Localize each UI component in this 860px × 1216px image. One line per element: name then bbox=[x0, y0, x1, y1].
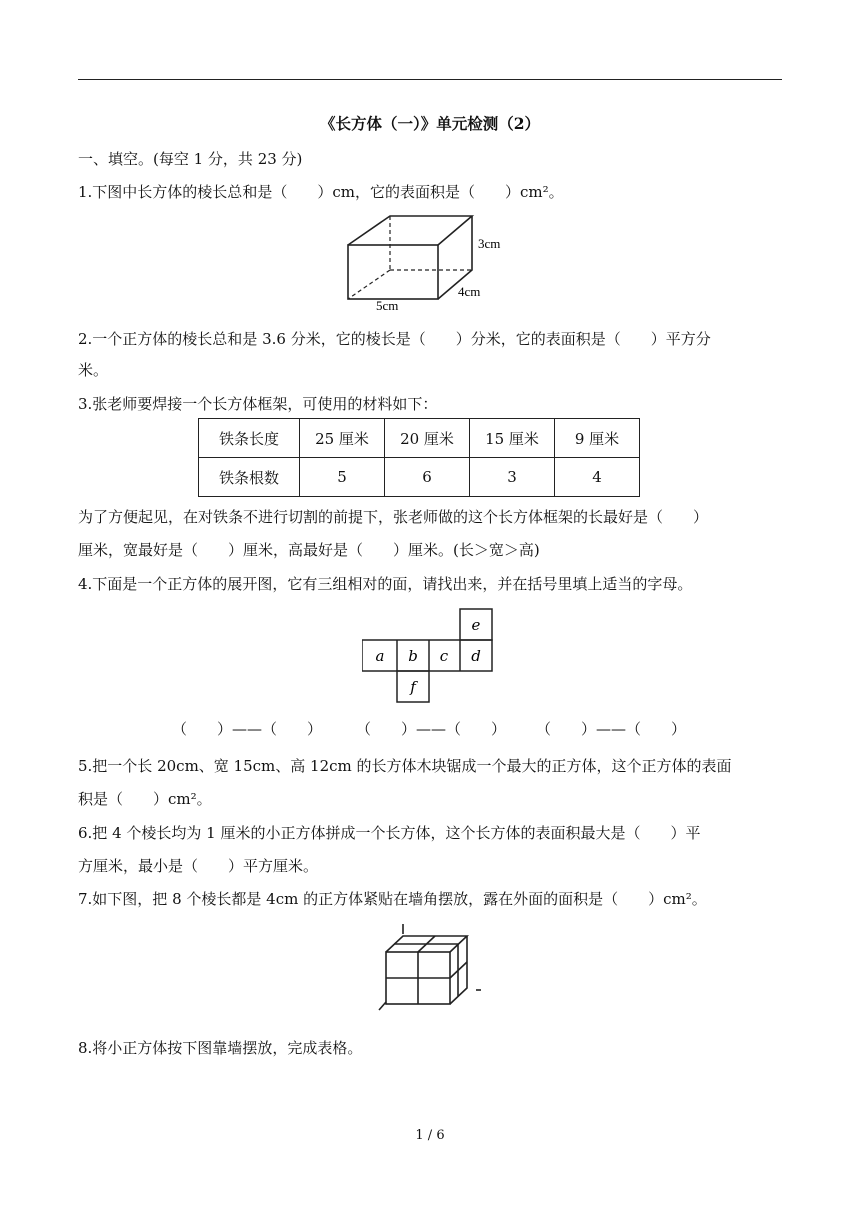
question-2: 2.一个正方体的棱长总和是 3.6 分米，它的棱长是（ ）分米，它的表面积是（ ）平方分 bbox=[78, 330, 711, 348]
height-label: 3cm bbox=[478, 236, 501, 251]
question-4: 4.下面是一个正方体的展开图，它有三组相对的面，请找出来，并在括号里填上适当的字母。 bbox=[78, 575, 693, 593]
table-cell: 5 bbox=[300, 458, 385, 497]
question-3: 3.张老师要焊接一个长方体框架，可使用的材料如下： bbox=[78, 395, 438, 413]
question-8: 8.将小正方体按下图靠墙摆放，完成表格。 bbox=[78, 1039, 363, 1057]
face-c: c bbox=[439, 647, 449, 665]
question-1: 1.下图中长方体的棱长总和是（ ）cm，它的表面积是（ ）cm²。 bbox=[78, 183, 564, 201]
question-7: 7.如下图，把 8 个棱长都是 4cm 的正方体紧贴在墙角摆放，露在外面的面积是（ ）cm²。 bbox=[78, 890, 707, 908]
question-3-cont: 为了方便起见，在对铁条不进行切割的前提下，张老师做的这个长方体框架的长最好是（ ） bbox=[78, 508, 709, 526]
question-3-cont2: 厘米，宽最好是（ ）厘米，高最好是（ ）厘米。(长＞宽＞高) bbox=[78, 541, 540, 559]
header-rule bbox=[78, 79, 782, 80]
question-6-cont: 方厘米，最小是（ ）平方厘米。 bbox=[78, 857, 319, 875]
table-row bbox=[199, 419, 640, 458]
materials-table bbox=[198, 418, 640, 497]
face-d: d bbox=[471, 647, 481, 665]
face-f: f bbox=[410, 678, 416, 696]
stacked-cubes-figure bbox=[376, 922, 486, 1014]
pair-3: （ ）——（ ） bbox=[536, 720, 687, 738]
question-6: 6.把 4 个棱长均为 1 厘米的小正方体拼成一个长方体，这个长方体的表面积最大是（ ）平 bbox=[78, 824, 701, 842]
table-cell: 9 厘米 bbox=[555, 419, 640, 458]
question-5: 5.把一个长 20cm、宽 15cm、高 12cm 的长方体木块锯成一个最大的正方体，这个正方体的表面 bbox=[78, 757, 732, 775]
table-cell: 铁条根数 bbox=[199, 458, 300, 497]
table-cell: 4 bbox=[555, 458, 640, 497]
question-2-cont: 米。 bbox=[78, 361, 109, 379]
page-number: 1 / 6 bbox=[415, 1128, 445, 1143]
table-cell: 3 bbox=[470, 458, 555, 497]
width-label: 4cm bbox=[458, 284, 481, 299]
page-title: 《长方体（一）》单元检测（2） bbox=[319, 114, 541, 133]
pair-2: （ ）——（ ） bbox=[356, 720, 507, 738]
face-e: e bbox=[471, 616, 481, 634]
table-cell: 25 厘米 bbox=[300, 419, 385, 458]
table-cell: 20 厘米 bbox=[385, 419, 470, 458]
cuboid-figure bbox=[340, 212, 530, 312]
cube-net-figure bbox=[362, 608, 496, 704]
length-label: 5cm bbox=[376, 298, 399, 312]
pair-1: （ ）——（ ） bbox=[172, 720, 323, 738]
face-a: a bbox=[375, 647, 385, 665]
question-5-cont: 积是（ ）cm²。 bbox=[78, 790, 212, 808]
table-cell: 6 bbox=[385, 458, 470, 497]
face-b: b bbox=[408, 647, 418, 665]
section-heading: 一、填空。(每空 1 分，共 23 分) bbox=[78, 150, 303, 168]
table-cell: 铁条长度 bbox=[199, 419, 300, 458]
table-cell: 15 厘米 bbox=[470, 419, 555, 458]
table-row bbox=[199, 458, 640, 497]
